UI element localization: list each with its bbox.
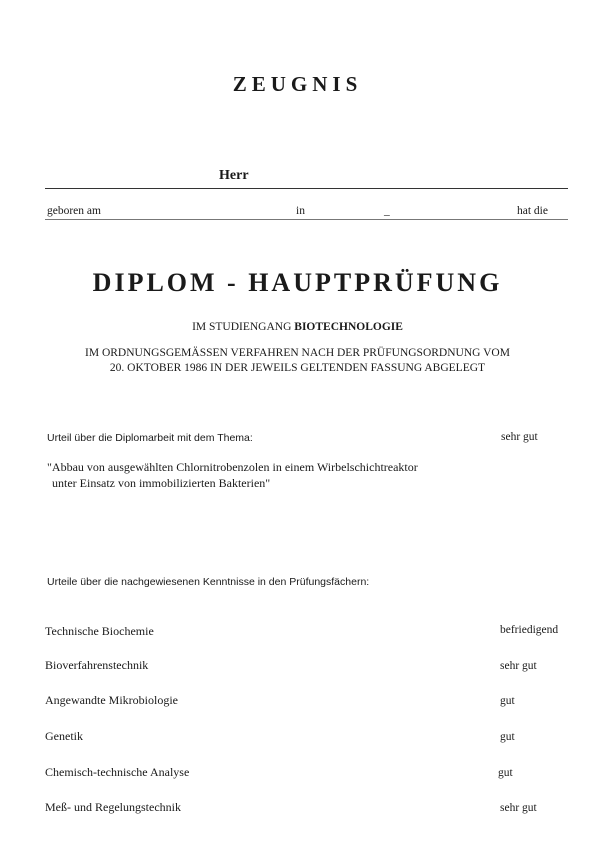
- thesis-label: Urteil über die Diplomarbeit mit dem Thema:: [47, 432, 253, 444]
- dash-mark: _: [384, 205, 390, 217]
- subject-grade: gut: [500, 695, 515, 707]
- birth-line: [45, 219, 568, 220]
- subject-name: Technische Biochemie: [45, 624, 154, 638]
- subject-name: Bioverfahrenstechnik: [45, 658, 149, 672]
- thesis-topic-line-1: "Abbau von ausgewählten Chlornitrobenzolen in einem Wirbelschichtreaktor: [47, 460, 418, 474]
- subject-name: Chemisch-technische Analyse: [45, 765, 190, 779]
- place-label: in: [296, 205, 305, 217]
- has-label: hat die: [517, 205, 548, 217]
- course-prefix: IM STUDIENGANG: [192, 321, 292, 333]
- subject-grade: sehr gut: [500, 660, 537, 672]
- subject-grade: befriedigend: [500, 624, 559, 636]
- course-line: [0, 321, 595, 333]
- procedure-line-2: 20. OKTOBER 1986 IN DER JEWEILS GELTENDEN FASSUNG ABGELEGT: [109, 362, 486, 374]
- salutation: Herr: [219, 168, 249, 183]
- name-line: [45, 188, 568, 189]
- born-label: geboren am: [47, 205, 101, 217]
- procedure-line-1: IM ORDNUNGSGEMÄSSEN VERFAHREN NACH DER PRÜFUNGSORDNUNG VOM: [85, 347, 510, 359]
- thesis-grade: sehr gut: [501, 431, 538, 443]
- document-title: ZEUGNIS: [232, 72, 363, 96]
- subject-name: Meß- und Regelungstechnik: [45, 800, 181, 814]
- subject-grade: gut: [500, 731, 515, 743]
- exam-title: DIPLOM - HAUPTPRÜFUNG: [92, 268, 503, 297]
- subject-name: Genetik: [45, 729, 83, 743]
- subject-grade: sehr gut: [500, 802, 537, 814]
- course-name: BIOTECHNOLOGIE: [294, 321, 403, 333]
- thesis-topic-line-2: unter Einsatz von immobilizierten Bakterien": [52, 476, 271, 490]
- subject-name: Angewandte Mikrobiologie: [45, 693, 178, 707]
- subjects-label: Urteile über die nachgewiesenen Kenntnisse in den Prüfungsfächern:: [47, 576, 370, 588]
- subject-grade: gut: [498, 767, 513, 779]
